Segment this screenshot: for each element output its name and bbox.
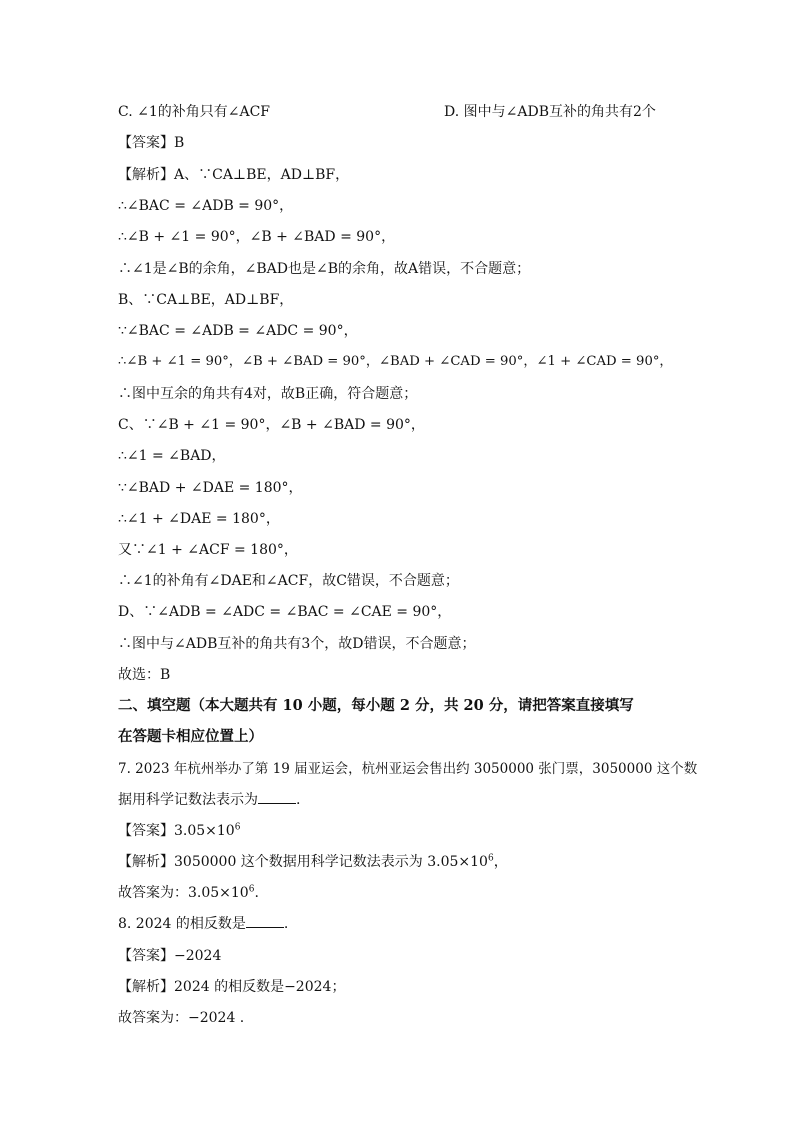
section-heading: 二、填空题（本大题共有 10 小题，每小题 2 分，共 20 分，请把答案直接填写 xyxy=(118,697,634,714)
q8-final: 故答案为：−2024 . xyxy=(118,1010,245,1026)
q6-analysis-line: 又∵∠1 + ∠ACF = 180°， xyxy=(118,542,298,558)
q6-analysis-line: ∴∠1的补角有∠DAE和∠ACF，故C错误，不合题意； xyxy=(118,573,459,589)
q7-stem-period: . xyxy=(296,792,301,808)
q7-analysis-exponent: 6 xyxy=(487,853,494,864)
q7-analysis-comma: ， xyxy=(493,854,508,870)
q8-answer: 【答案】−2024 xyxy=(118,948,222,964)
q6-answer: 【答案】B xyxy=(118,135,185,151)
q7-final-period: . xyxy=(254,885,259,901)
section-heading-cont: 在答题卡相应位置上） xyxy=(118,728,263,745)
q6-analysis-line: D、∵∠ADB = ∠ADC = ∠BAC = ∠CAE = 90°， xyxy=(118,604,452,620)
q8-analysis: 【解析】2024 的相反数是−2024； xyxy=(118,979,346,995)
q7-analysis xyxy=(118,852,508,872)
q6-analysis-line: B、∵CA⊥BE，AD⊥BF， xyxy=(118,292,294,308)
q6-analysis-line: ∵∠BAC = ∠ADB = ∠ADC = 90°， xyxy=(118,323,358,339)
answer-blank xyxy=(258,791,296,804)
q7-analysis-text: 【解析】3050000 这个数据用科学记数法表示为 3.05×10 xyxy=(118,854,488,870)
q8-stem xyxy=(118,914,288,934)
q6-analysis-line: ∴∠1 = ∠BAD， xyxy=(118,448,226,464)
q6-analysis-line: ∴∠BAC = ∠ADB = 90°， xyxy=(118,198,294,214)
q6-analysis-line: C、∵∠B + ∠1 = 90°，∠B + ∠BAD = 90°， xyxy=(118,417,425,433)
q6-analysis-line: ∴图中与∠ADB互补的角共有3个，故D错误，不合题意； xyxy=(118,636,476,652)
q7-answer-text: 【答案】3.05×10 xyxy=(118,823,235,839)
q6-analysis-line: ∴图中互余的角共有4对，故B正确，符合题意； xyxy=(118,386,418,402)
q8-stem-period: . xyxy=(283,916,289,932)
q7-stem-cont xyxy=(118,790,300,810)
q6-analysis-line: 【解析】A、∵CA⊥BE，AD⊥BF， xyxy=(118,167,350,183)
q6-analysis-line: ∴∠1是∠B的余角，∠BAD也是∠B的余角，故A错误，不合题意； xyxy=(118,261,531,277)
q6-analysis-line: ∴∠B + ∠1 = 90°，∠B + ∠BAD = 90°，∠BAD + ∠CAD = 90°，∠1 + ∠CAD = 90°， xyxy=(118,354,673,369)
option-c: C. ∠1的补角只有∠ACF xyxy=(118,104,271,120)
q7-answer-exponent: 6 xyxy=(234,822,241,833)
q7-final xyxy=(118,883,259,903)
q7-stem: 7. 2023 年杭州举办了第 19 届亚运会，杭州亚运会售出约 3050000 张门票，3050000 这个数 xyxy=(118,761,698,777)
q6-conclusion: 故选：B xyxy=(118,667,171,683)
q6-analysis-line: ∵∠BAD + ∠DAE = 180°， xyxy=(118,480,303,496)
q7-final-exponent: 6 xyxy=(248,884,255,895)
q6-analysis-line: ∴∠B + ∠1 = 90°，∠B + ∠BAD = 90°， xyxy=(118,229,396,245)
q6-analysis-line: ∴∠1 + ∠DAE = 180°， xyxy=(118,511,280,527)
q7-final-text: 故答案为：3.05×10 xyxy=(118,885,249,901)
q8-stem-text: 8. 2024 的相反数是 xyxy=(118,916,246,932)
q7-answer xyxy=(118,821,240,841)
answer-blank xyxy=(246,915,284,928)
q7-stem-text: 据用科学记数法表示为 xyxy=(118,792,258,808)
option-d: D. 图中与∠ADB互补的角共有2个 xyxy=(444,104,656,120)
